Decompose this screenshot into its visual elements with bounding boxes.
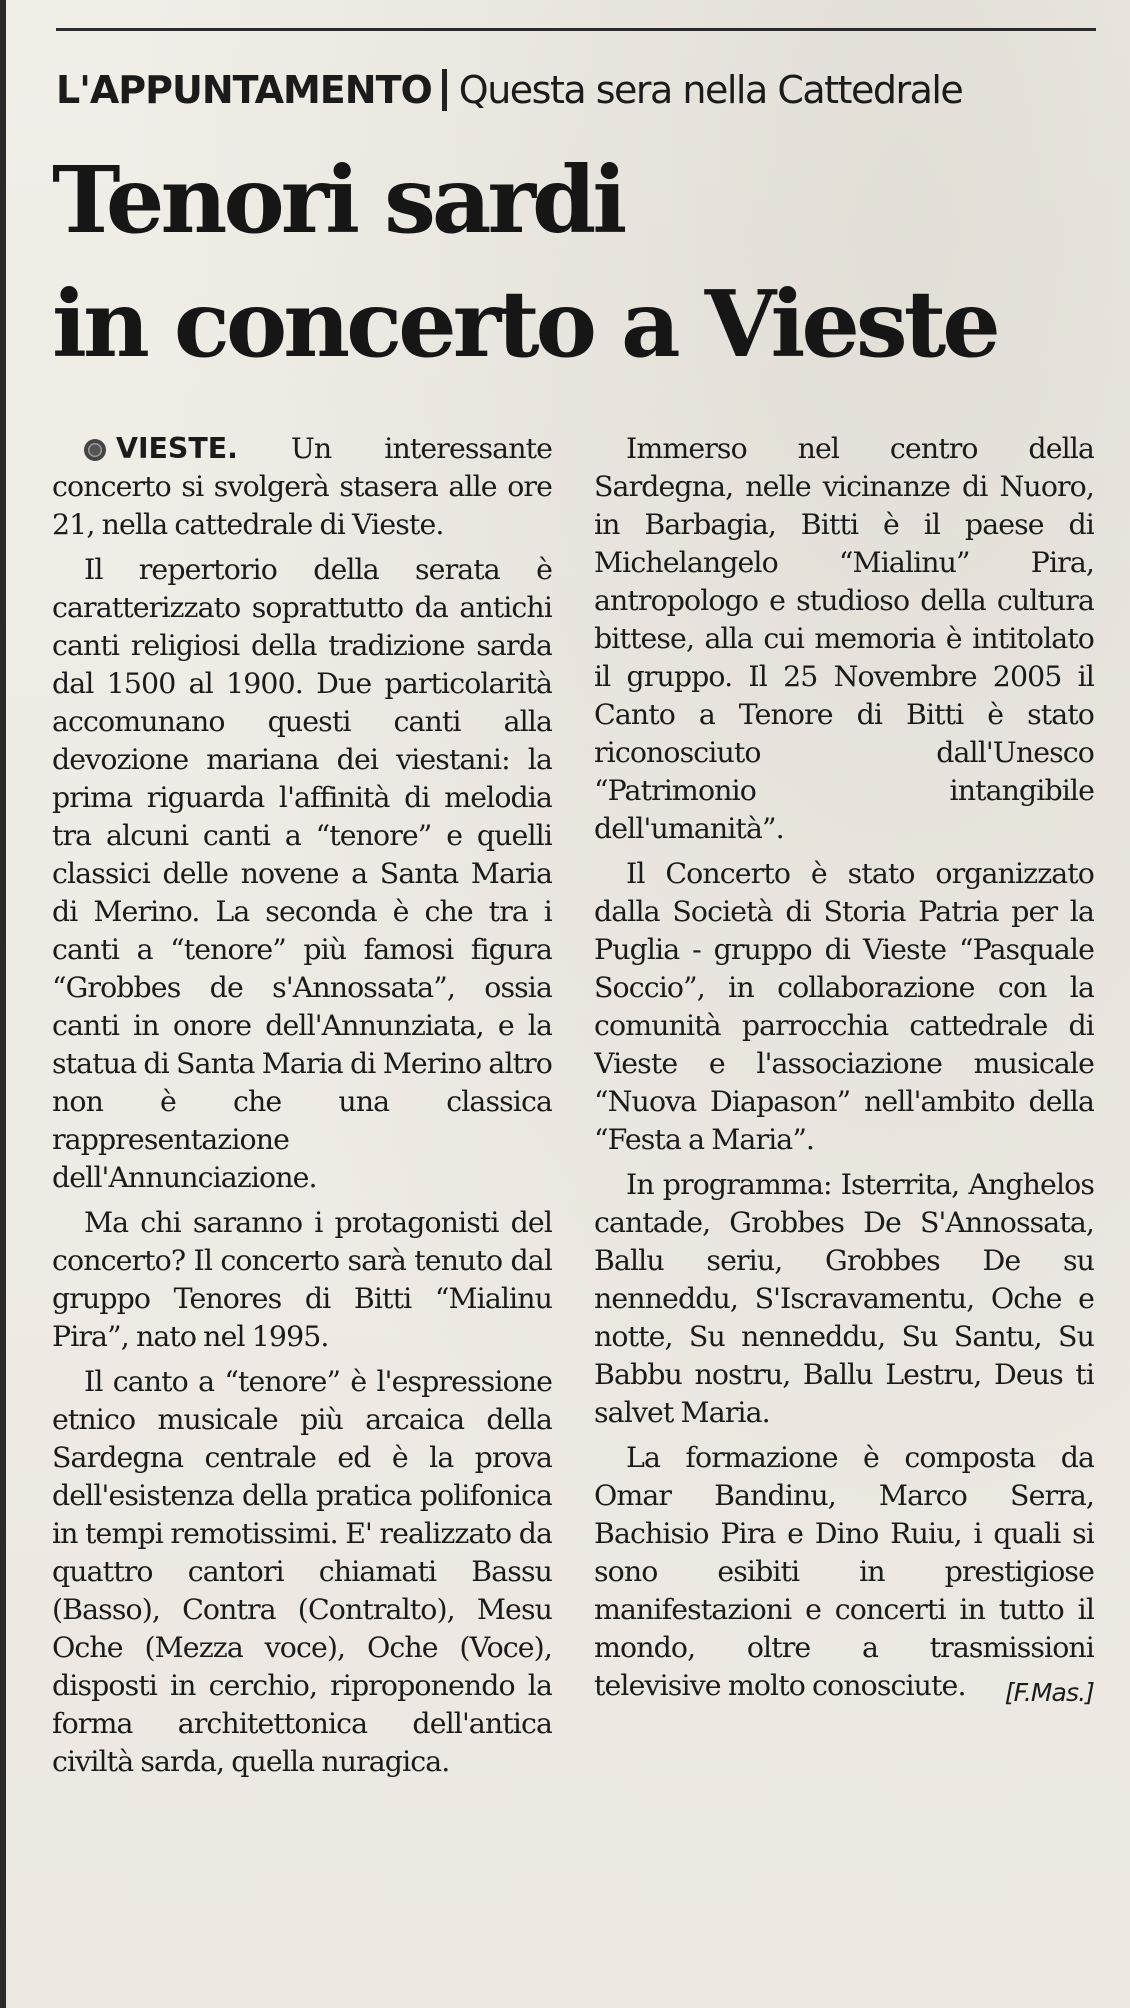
section-kicker [56,60,962,120]
kicker-separator [442,69,447,111]
article-paragraph: Il repertorio della serata è caratterizzato soprattutto da antichi canti religiosi della tradizione sarda dal 1500 al 1900. Due particolarità accomunano questi canti alla devozione mariana dei viestani: la prima riguarda l'affinità di melodia tra alcuni canti a “tenore” e quelli classici delle novene a Santa Maria di Merino. La seconda è che tra i canti a “tenore” più famosi figura “Grobbes de s'Annossata”, ossia canti in onore dell'Annunziata, e la statua di Santa Maria di Merino altro non è che una classica rappresentazione dell'Annunciazione. [52,553,552,1194]
article-paragraph: Immerso nel centro della Sardegna, nelle vicinanze di Nuoro, in Barbagia, Bitti è il paese di Michelangelo “Mialinu” Pira, antropologo e studioso della cultura bittese, alla cui memoria è intitolato il gruppo. Il 25 Novembre 2005 il Canto a Tenore di Bitti è stato riconosciuto dall'Unesco “Patrimonio intangibile dell'umanità”. [594,432,1094,845]
article-paragraph: Ma chi saranno i protagonisti del concerto? Il concerto sarà tenuto dal gruppo Tenores di Bitti “Mialinu Pira”, nato nel 1995. [52,1206,552,1353]
article-dateline: VIESTE. [116,432,238,465]
article-paragraph: La formazione è composta da Omar Bandinu, Marco Serra, Bachisio Pira e Dino Ruiu, i quali si sono esibiti in prestigiose manifestazioni e concerti in tutto il mondo, oltre a trasmissioni televisive molto conosciute. [594,1441,1094,1702]
article-paragraph [52,430,552,544]
article-paragraph: In programma: Isterrita, Anghelos cantade, Grobbes De S'Annossata, Ballu seriu, Grobbes De su nenneddu, S'Iscravamentu, Oche e notte, Su nenneddu, Su Santu, Su Babbu nostru, Ballu Lestru, Deus ti salvet Maria. [594,1168,1094,1429]
top-divider-rule [56,28,1096,31]
article-headline [52,138,1092,386]
article-column-right [594,430,1094,1980]
headline-line-1: Tenori sardi [52,146,624,254]
article-byline: [F.Mas.] [1004,1678,1094,1707]
dateline-bullet-icon [84,439,106,461]
article-paragraph: Il Concerto è stato organizzato dalla Società di Storia Patria per la Puglia - gruppo di Vieste “Pasquale Soccio”, in collaborazione con la comunità parrocchia cattedrale di Vieste e l'associazione musicale “Nuova Diapason” nell'ambito della “Festa a Maria”. [594,857,1094,1156]
kicker-subtitle: Questa sera nella Cattedrale [458,68,963,112]
article-column-left [52,430,552,1980]
article-paragraph: Il canto a “tenore” è l'espressione etnico musicale più arcaica della Sardegna centrale ed è la prova dell'esistenza della pratica polifonica in tempi remotissimi. E' realizzato da quattro cantori chiamati Bassu (Basso), Contra (Contralto), Mesu Oche (Mezza voce), Oche (Voce), disposti in cerchio, riproponendo la forma architettonica dell'antica civiltà sarda, quella nuragica. [52,1365,552,1778]
kicker-label: L'APPUNTAMENTO [56,68,432,112]
paragraph-text: Un interessante concerto si svolgerà stasera alle ore 21, nella cattedrale di Vieste. [52,432,552,541]
headline-line-2: in concerto a Vieste [52,270,997,378]
page-edge-rule [0,0,6,2008]
